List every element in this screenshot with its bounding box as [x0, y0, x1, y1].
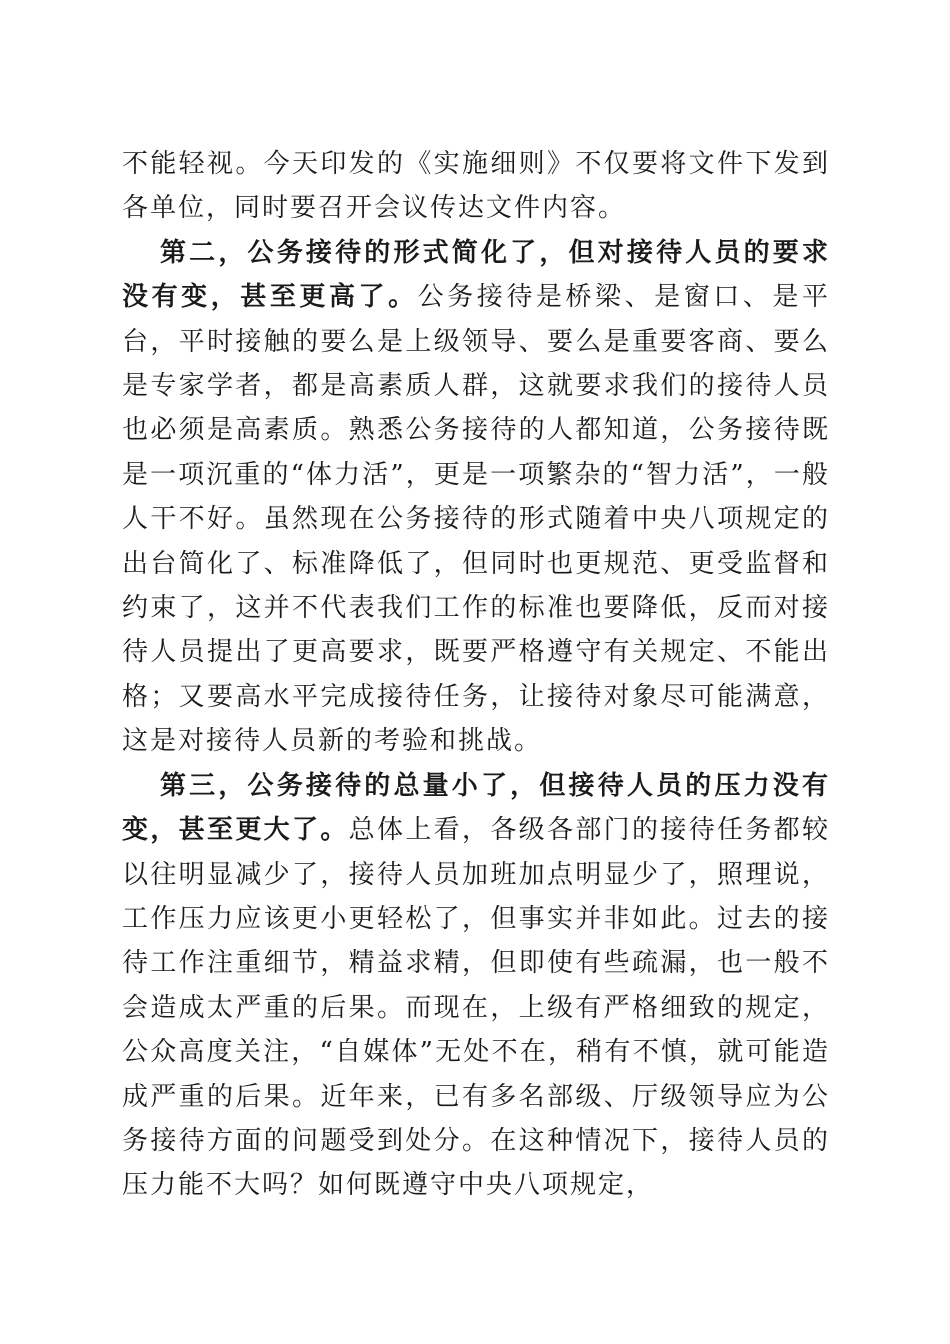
- paragraph-3-heading: 第三，公务接待的总量小了，但接待人员的压力没有变，甚至更大了。: [122, 770, 830, 846]
- document-body: [122, 142, 830, 1208]
- paragraph-2: [122, 231, 830, 764]
- paragraph-1: [122, 142, 830, 231]
- paragraph-1-text: 不能轻视。今天印发的《实施细则》不仅要将文件下发到各单位，同时要召开会议传达文件内容。: [122, 149, 830, 224]
- paragraph-3-text: 总体上看，各级各部门的接待任务都较以往明显减少了，接待人员加班加点明显少了，照理说，工作压力应该更小更轻松了，但事实并非如此。过去的接待工作注重细节，精益求精，但即使有些疏漏，也一般不会造成太严重的后果。而现在，上级有严格细致的规定，公众高度关注，“自媒体”无处不在，稍有不慎，就可能造成严重的后果。近年来，已有多名部级、厅级领导应为公务接待方面的问题受到处分。在这种情况下，接待人员的压力能不大吗？如何既遵守中央八项规定，: [122, 815, 830, 1201]
- paragraph-3: [122, 764, 830, 1208]
- paragraph-2-text: 公务接待是桥梁、是窗口、是平台，平时接触的要么是上级领导、要么是重要客商、要么是专家学者，都是高素质人群，这就要求我们的接待人员也必须是高素质。熟悉公务接待的人都知道，公务接待既是一项沉重的“体力活”，更是一项繁杂的“智力活”，一般人干不好。虽然现在公务接待的形式随着中央八项规定的出台简化了、标准降低了，但同时也更规范、更受监督和约束了，这并不代表我们工作的标准也要降低，反而对接待人员提出了更高要求，既要严格遵守有关规定、不能出格；又要高水平完成接待任务，让接待对象尽可能满意，这是对接待人员新的考验和挑战。: [122, 282, 830, 757]
- paragraph-2-heading: 第二，公务接待的形式简化了，但对接待人员的要求没有变，甚至更高了。: [122, 237, 830, 313]
